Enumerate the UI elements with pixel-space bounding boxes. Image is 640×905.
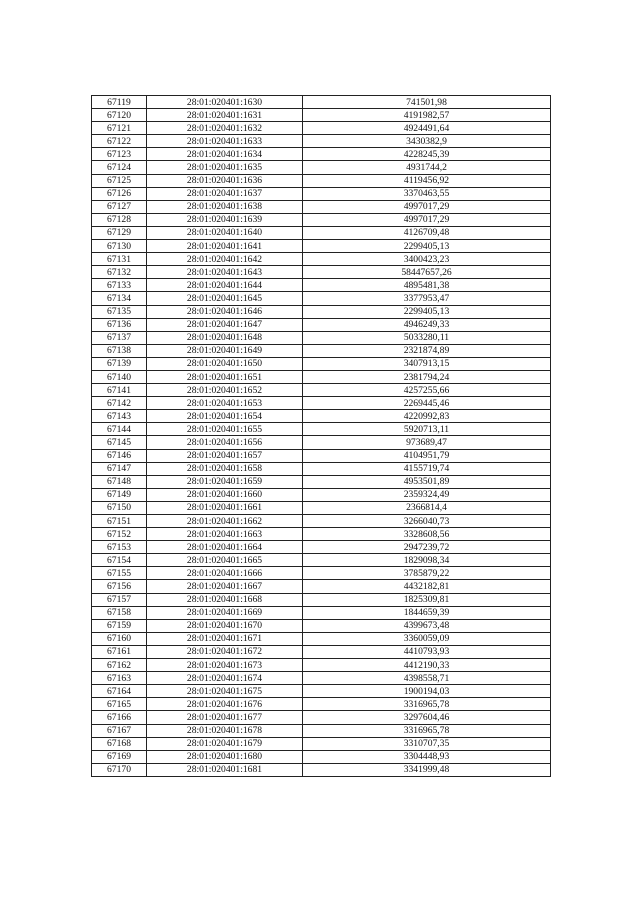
row-number-cell: 67130 <box>92 240 147 253</box>
table-row <box>92 698 551 711</box>
cadastral-number-cell: 28:01:020401:1673 <box>147 659 303 672</box>
cadastral-number-cell: 28:01:020401:1672 <box>147 645 303 658</box>
cadastral-number-cell: 28:01:020401:1643 <box>147 266 303 279</box>
cadastral-value-cell: 1900194,03 <box>303 685 551 698</box>
cadastral-value-cell: 3407913,15 <box>303 357 551 370</box>
cadastral-value-cell: 4104951,79 <box>303 449 551 462</box>
cadastral-value-cell: 2359324,49 <box>303 488 551 501</box>
cadastral-value-cell: 2269445,46 <box>303 397 551 410</box>
table-row <box>92 711 551 724</box>
row-number-cell: 67134 <box>92 292 147 305</box>
cadastral-number-cell: 28:01:020401:1644 <box>147 279 303 292</box>
table-row <box>92 515 551 528</box>
cadastral-value-table <box>91 95 551 777</box>
cadastral-number-cell: 28:01:020401:1631 <box>147 109 303 122</box>
cadastral-value-cell: 3297604,46 <box>303 711 551 724</box>
table-row <box>92 96 551 109</box>
row-number-cell: 67149 <box>92 488 147 501</box>
table-row <box>92 253 551 266</box>
table-row <box>92 475 551 488</box>
table-row <box>92 292 551 305</box>
cadastral-number-cell: 28:01:020401:1641 <box>147 240 303 253</box>
cadastral-value-cell: 4924491,64 <box>303 122 551 135</box>
cadastral-value-cell: 4228245,39 <box>303 148 551 161</box>
cadastral-value-cell: 3328608,56 <box>303 528 551 541</box>
table-row <box>92 135 551 148</box>
cadastral-value-cell: 3310707,35 <box>303 737 551 750</box>
row-number-cell: 67159 <box>92 619 147 632</box>
cadastral-number-cell: 28:01:020401:1647 <box>147 318 303 331</box>
row-number-cell: 67121 <box>92 122 147 135</box>
table-row <box>92 449 551 462</box>
row-number-cell: 67164 <box>92 685 147 698</box>
cadastral-value-cell: 3430382,9 <box>303 135 551 148</box>
cadastral-value-cell: 4997017,29 <box>303 200 551 213</box>
table-row <box>92 318 551 331</box>
cadastral-value-cell: 4399673,48 <box>303 619 551 632</box>
cadastral-value-cell: 973689,47 <box>303 436 551 449</box>
cadastral-value-cell: 4220992,83 <box>303 410 551 423</box>
cadastral-number-cell: 28:01:020401:1646 <box>147 305 303 318</box>
cadastral-number-cell: 28:01:020401:1649 <box>147 344 303 357</box>
cadastral-value-cell: 2366814,4 <box>303 501 551 514</box>
table-row <box>92 109 551 122</box>
cadastral-number-cell: 28:01:020401:1652 <box>147 384 303 397</box>
row-number-cell: 67125 <box>92 174 147 187</box>
cadastral-number-cell: 28:01:020401:1654 <box>147 410 303 423</box>
cadastral-number-cell: 28:01:020401:1655 <box>147 423 303 436</box>
table-row <box>92 737 551 750</box>
row-number-cell: 67160 <box>92 632 147 645</box>
row-number-cell: 67153 <box>92 541 147 554</box>
cadastral-value-cell: 5033280,11 <box>303 331 551 344</box>
cadastral-value-cell: 2299405,13 <box>303 240 551 253</box>
cadastral-value-cell: 4953501,89 <box>303 475 551 488</box>
cadastral-value-cell: 3370463,55 <box>303 187 551 200</box>
cadastral-number-cell: 28:01:020401:1669 <box>147 606 303 619</box>
cadastral-number-cell: 28:01:020401:1661 <box>147 501 303 514</box>
cadastral-value-cell: 5920713,11 <box>303 423 551 436</box>
cadastral-number-cell: 28:01:020401:1650 <box>147 357 303 370</box>
table-row <box>92 541 551 554</box>
cadastral-value-cell: 4412190,33 <box>303 659 551 672</box>
table-row <box>92 240 551 253</box>
row-number-cell: 67127 <box>92 200 147 213</box>
table-row <box>92 593 551 606</box>
cadastral-value-cell: 4931744,2 <box>303 161 551 174</box>
table-row <box>92 305 551 318</box>
table-row <box>92 331 551 344</box>
row-number-cell: 67148 <box>92 475 147 488</box>
table-body <box>92 96 551 777</box>
cadastral-value-cell: 2947239,72 <box>303 541 551 554</box>
table-row <box>92 619 551 632</box>
cadastral-value-cell: 4997017,29 <box>303 213 551 226</box>
cadastral-number-cell: 28:01:020401:1636 <box>147 174 303 187</box>
cadastral-number-cell: 28:01:020401:1632 <box>147 122 303 135</box>
table-row <box>92 672 551 685</box>
cadastral-value-cell: 2381794,24 <box>303 370 551 383</box>
table-row <box>92 148 551 161</box>
cadastral-number-cell: 28:01:020401:1677 <box>147 711 303 724</box>
row-number-cell: 67133 <box>92 279 147 292</box>
cadastral-number-cell: 28:01:020401:1681 <box>147 763 303 776</box>
table-row <box>92 750 551 763</box>
cadastral-number-cell: 28:01:020401:1674 <box>147 672 303 685</box>
row-number-cell: 67146 <box>92 449 147 462</box>
cadastral-value-cell: 4119456,92 <box>303 174 551 187</box>
cadastral-value-cell: 3377953,47 <box>303 292 551 305</box>
row-number-cell: 67163 <box>92 672 147 685</box>
cadastral-number-cell: 28:01:020401:1645 <box>147 292 303 305</box>
row-number-cell: 67155 <box>92 567 147 580</box>
row-number-cell: 67142 <box>92 397 147 410</box>
cadastral-number-cell: 28:01:020401:1670 <box>147 619 303 632</box>
table-row <box>92 410 551 423</box>
row-number-cell: 67167 <box>92 724 147 737</box>
table-row <box>92 763 551 776</box>
cadastral-value-cell: 4432182,81 <box>303 580 551 593</box>
table-row <box>92 685 551 698</box>
cadastral-number-cell: 28:01:020401:1668 <box>147 593 303 606</box>
cadastral-number-cell: 28:01:020401:1657 <box>147 449 303 462</box>
cadastral-value-cell: 4155719,74 <box>303 462 551 475</box>
cadastral-value-cell: 3304448,93 <box>303 750 551 763</box>
cadastral-value-cell: 3360059,09 <box>303 632 551 645</box>
row-number-cell: 67151 <box>92 515 147 528</box>
table-row <box>92 161 551 174</box>
row-number-cell: 67140 <box>92 370 147 383</box>
cadastral-number-cell: 28:01:020401:1653 <box>147 397 303 410</box>
cadastral-value-cell: 4946249,33 <box>303 318 551 331</box>
cadastral-value-cell: 1844659,39 <box>303 606 551 619</box>
cadastral-value-cell: 741501,98 <box>303 96 551 109</box>
table-row <box>92 397 551 410</box>
cadastral-value-cell: 58447657,26 <box>303 266 551 279</box>
table-row <box>92 266 551 279</box>
table-row <box>92 606 551 619</box>
row-number-cell: 67137 <box>92 331 147 344</box>
cadastral-value-cell: 4257255,66 <box>303 384 551 397</box>
table-row <box>92 554 551 567</box>
table-row <box>92 122 551 135</box>
row-number-cell: 67158 <box>92 606 147 619</box>
table-row <box>92 384 551 397</box>
cadastral-value-cell: 3316965,78 <box>303 698 551 711</box>
cadastral-value-cell: 3316965,78 <box>303 724 551 737</box>
cadastral-number-cell: 28:01:020401:1666 <box>147 567 303 580</box>
table-row <box>92 344 551 357</box>
cadastral-number-cell: 28:01:020401:1665 <box>147 554 303 567</box>
row-number-cell: 67136 <box>92 318 147 331</box>
row-number-cell: 67165 <box>92 698 147 711</box>
row-number-cell: 67157 <box>92 593 147 606</box>
cadastral-value-cell: 1825309,81 <box>303 593 551 606</box>
table-row <box>92 724 551 737</box>
row-number-cell: 67170 <box>92 763 147 776</box>
row-number-cell: 67128 <box>92 213 147 226</box>
row-number-cell: 67119 <box>92 96 147 109</box>
cadastral-number-cell: 28:01:020401:1656 <box>147 436 303 449</box>
row-number-cell: 67138 <box>92 344 147 357</box>
cadastral-number-cell: 28:01:020401:1639 <box>147 213 303 226</box>
cadastral-number-cell: 28:01:020401:1658 <box>147 462 303 475</box>
cadastral-number-cell: 28:01:020401:1663 <box>147 528 303 541</box>
row-number-cell: 67156 <box>92 580 147 593</box>
row-number-cell: 67154 <box>92 554 147 567</box>
table-row <box>92 370 551 383</box>
table-row <box>92 436 551 449</box>
table-row <box>92 423 551 436</box>
table-row <box>92 659 551 672</box>
row-number-cell: 67129 <box>92 226 147 239</box>
cadastral-number-cell: 28:01:020401:1671 <box>147 632 303 645</box>
cadastral-number-cell: 28:01:020401:1659 <box>147 475 303 488</box>
cadastral-number-cell: 28:01:020401:1664 <box>147 541 303 554</box>
cadastral-number-cell: 28:01:020401:1648 <box>147 331 303 344</box>
cadastral-number-cell: 28:01:020401:1660 <box>147 488 303 501</box>
table-row <box>92 645 551 658</box>
table-row <box>92 279 551 292</box>
cadastral-value-cell: 2299405,13 <box>303 305 551 318</box>
table-row <box>92 632 551 645</box>
cadastral-value-cell: 4191982,57 <box>303 109 551 122</box>
cadastral-number-cell: 28:01:020401:1675 <box>147 685 303 698</box>
row-number-cell: 67123 <box>92 148 147 161</box>
cadastral-value-cell: 3400423,23 <box>303 253 551 266</box>
row-number-cell: 67145 <box>92 436 147 449</box>
cadastral-number-cell: 28:01:020401:1678 <box>147 724 303 737</box>
cadastral-number-cell: 28:01:020401:1662 <box>147 515 303 528</box>
row-number-cell: 67141 <box>92 384 147 397</box>
cadastral-number-cell: 28:01:020401:1676 <box>147 698 303 711</box>
cadastral-value-cell: 2321874,89 <box>303 344 551 357</box>
row-number-cell: 67132 <box>92 266 147 279</box>
cadastral-value-cell: 3341999,48 <box>303 763 551 776</box>
row-number-cell: 67120 <box>92 109 147 122</box>
cadastral-number-cell: 28:01:020401:1642 <box>147 253 303 266</box>
row-number-cell: 67152 <box>92 528 147 541</box>
cadastral-number-cell: 28:01:020401:1633 <box>147 135 303 148</box>
cadastral-number-cell: 28:01:020401:1638 <box>147 200 303 213</box>
cadastral-value-cell: 4410793,93 <box>303 645 551 658</box>
table-row <box>92 200 551 213</box>
cadastral-value-cell: 1829098,34 <box>303 554 551 567</box>
table-row <box>92 226 551 239</box>
table-row <box>92 580 551 593</box>
row-number-cell: 67169 <box>92 750 147 763</box>
table-row <box>92 213 551 226</box>
cadastral-number-cell: 28:01:020401:1635 <box>147 161 303 174</box>
cadastral-number-cell: 28:01:020401:1640 <box>147 226 303 239</box>
cadastral-number-cell: 28:01:020401:1630 <box>147 96 303 109</box>
cadastral-number-cell: 28:01:020401:1679 <box>147 737 303 750</box>
row-number-cell: 67147 <box>92 462 147 475</box>
cadastral-value-cell: 4126709,48 <box>303 226 551 239</box>
row-number-cell: 67168 <box>92 737 147 750</box>
table-row <box>92 567 551 580</box>
table-row <box>92 488 551 501</box>
table-row <box>92 462 551 475</box>
cadastral-value-cell: 3266040,73 <box>303 515 551 528</box>
row-number-cell: 67131 <box>92 253 147 266</box>
row-number-cell: 67122 <box>92 135 147 148</box>
table-row <box>92 528 551 541</box>
row-number-cell: 67135 <box>92 305 147 318</box>
row-number-cell: 67124 <box>92 161 147 174</box>
table-row <box>92 187 551 200</box>
row-number-cell: 67126 <box>92 187 147 200</box>
cadastral-value-cell: 4398558,71 <box>303 672 551 685</box>
table-row <box>92 501 551 514</box>
table-row <box>92 174 551 187</box>
cadastral-number-cell: 28:01:020401:1651 <box>147 370 303 383</box>
row-number-cell: 67144 <box>92 423 147 436</box>
cadastral-value-cell: 4895481,38 <box>303 279 551 292</box>
row-number-cell: 67162 <box>92 659 147 672</box>
row-number-cell: 67150 <box>92 501 147 514</box>
cadastral-number-cell: 28:01:020401:1637 <box>147 187 303 200</box>
row-number-cell: 67139 <box>92 357 147 370</box>
row-number-cell: 67161 <box>92 645 147 658</box>
cadastral-value-cell: 3785879,22 <box>303 567 551 580</box>
cadastral-number-cell: 28:01:020401:1634 <box>147 148 303 161</box>
table-row <box>92 357 551 370</box>
cadastral-number-cell: 28:01:020401:1667 <box>147 580 303 593</box>
cadastral-number-cell: 28:01:020401:1680 <box>147 750 303 763</box>
row-number-cell: 67143 <box>92 410 147 423</box>
row-number-cell: 67166 <box>92 711 147 724</box>
